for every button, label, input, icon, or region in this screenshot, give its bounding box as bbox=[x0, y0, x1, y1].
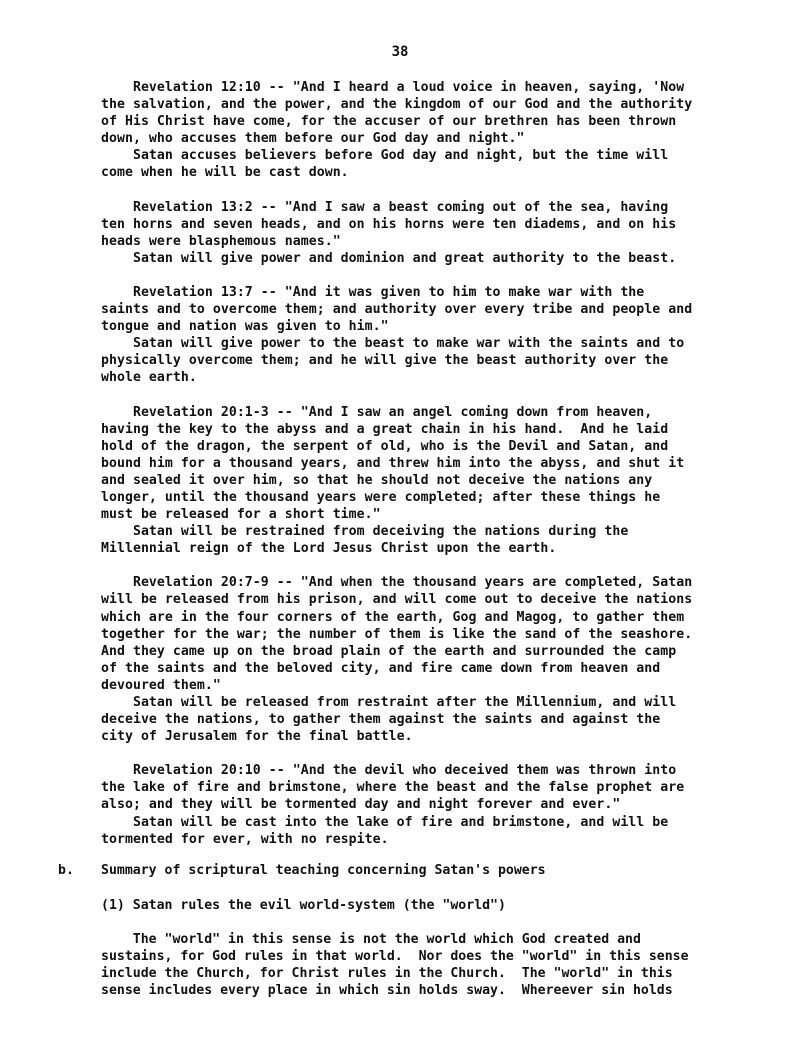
text-line: Revelation 13:2 -- "And I saw a beast coming out of the sea, having bbox=[101, 199, 669, 215]
text-line: deceive the nations, to gather them against the saints and against the bbox=[101, 712, 661, 728]
section-heading-text: Summary of scriptural teaching concerning Satan's powers bbox=[101, 863, 546, 878]
text-line: city of Jerusalem for the final battle. bbox=[101, 729, 413, 745]
text-line: saints and to overcome them; and authority over every tribe and people and bbox=[101, 302, 693, 318]
text-line: Satan will give power to the beast to make war with the saints and to bbox=[101, 336, 685, 352]
text-line: Revelation 20:1-3 -- "And I saw an angel coming down from heaven, bbox=[101, 404, 653, 420]
text-line: of the saints and the beloved city, and fire came down from heaven and bbox=[101, 660, 661, 676]
closing-paragraph bbox=[101, 931, 741, 999]
text-line: devoured them." bbox=[101, 677, 221, 693]
text-line: come when he will be cast down. bbox=[101, 165, 349, 181]
text-line: physically overcome them; and he will give the beast authority over the bbox=[101, 353, 669, 369]
text-line: also; and they will be tormented day and night forever and ever." bbox=[101, 797, 621, 813]
text-line: Revelation 20:7-9 -- "And when the thousand years are completed, Satan bbox=[101, 575, 693, 591]
subsection-heading: (1) Satan rules the evil world-system (the "world") bbox=[101, 898, 506, 913]
scripture-commentary-body bbox=[101, 79, 741, 848]
text-line: Revelation 20:10 -- "And the devil who deceived them was thrown into bbox=[101, 763, 677, 779]
text-line: Satan will be cast into the lake of fire and brimstone, and will be bbox=[101, 814, 669, 830]
text-line: The "world" in this sense is not the world which God created and bbox=[101, 932, 641, 947]
text-line: sense includes every place in which sin holds sway. Whereever sin holds bbox=[101, 983, 673, 999]
scripture-entry bbox=[101, 284, 741, 387]
paragraph-gap bbox=[101, 182, 741, 199]
scripture-entry bbox=[101, 199, 741, 267]
text-line: hold of the dragon, the serpent of old, who is the Devil and Satan, and bbox=[101, 438, 669, 454]
scripture-entry bbox=[101, 404, 741, 558]
paragraph-gap bbox=[101, 387, 741, 404]
text-line: and sealed it over him, so that he should not deceive the nations any bbox=[101, 472, 653, 488]
text-line: Satan will give power and dominion and great authority to the beast. bbox=[101, 250, 677, 266]
text-line: Satan will be restrained from deceiving the nations during the bbox=[101, 524, 629, 540]
text-line: of His Christ have come, for the accuser of our brethren has been thrown bbox=[101, 114, 677, 130]
text-line: bound him for a thousand years, and threw him into the abyss, and shut it bbox=[101, 455, 685, 471]
text-line: ten horns and seven heads, and on his horns were ten diadems, and on his bbox=[101, 216, 677, 232]
text-line: tormented for ever, with no respite. bbox=[101, 831, 389, 847]
text-line: Satan will be released from restraint after the Millennium, and will bbox=[101, 695, 677, 710]
text-line: tongue and nation was given to him." bbox=[101, 319, 389, 335]
text-line: will be released from his prison, and will come out to deceive the nations bbox=[101, 592, 693, 608]
section-letter: b. bbox=[58, 863, 74, 878]
text-line: together for the war; the number of them is like the sand of the seashore. bbox=[101, 626, 693, 642]
text-line: the salvation, and the power, and the kingdom of our God and the authority bbox=[101, 97, 693, 113]
text-line: having the key to the abyss and a great chain in his hand. And he laid bbox=[101, 421, 669, 437]
paragraph-gap bbox=[101, 745, 741, 762]
paragraph-gap bbox=[101, 557, 741, 574]
text-line: And they came up on the broad plain of the earth and surrounded the camp bbox=[101, 643, 677, 659]
scripture-entry bbox=[101, 574, 741, 745]
section-heading bbox=[58, 862, 546, 879]
text-line: heads were blasphemous names." bbox=[101, 233, 341, 249]
paragraph-gap bbox=[101, 267, 741, 284]
text-line: the lake of fire and brimstone, where the beast and the false prophet are bbox=[101, 780, 685, 796]
text-line: whole earth. bbox=[101, 370, 197, 386]
text-line: Satan accuses believers before God day and night, but the time will bbox=[101, 148, 669, 164]
scripture-entry bbox=[101, 79, 741, 182]
text-line: include the Church, for Christ rules in the Church. The "world" in this bbox=[101, 966, 673, 982]
text-line: which are in the four corners of the earth, Gog and Magog, to gather them bbox=[101, 609, 685, 625]
text-line: must be released for a short time." bbox=[101, 507, 381, 523]
text-line: Revelation 13:7 -- "And it was given to him to make war with the bbox=[101, 284, 645, 300]
text-line: Revelation 12:10 -- "And I heard a loud voice in heaven, saying, 'Now bbox=[101, 80, 685, 95]
text-line: Millennial reign of the Lord Jesus Christ upon the earth. bbox=[101, 541, 557, 557]
page-number: 38 bbox=[391, 44, 409, 60]
text-line: down, who accuses them before our God day and night." bbox=[101, 131, 525, 147]
scripture-entry bbox=[101, 762, 741, 847]
text-line: sustains, for God rules in that world. Nor does the "world" in this sense bbox=[101, 949, 689, 965]
text-line: longer, until the thousand years were completed; after these things he bbox=[101, 489, 661, 505]
